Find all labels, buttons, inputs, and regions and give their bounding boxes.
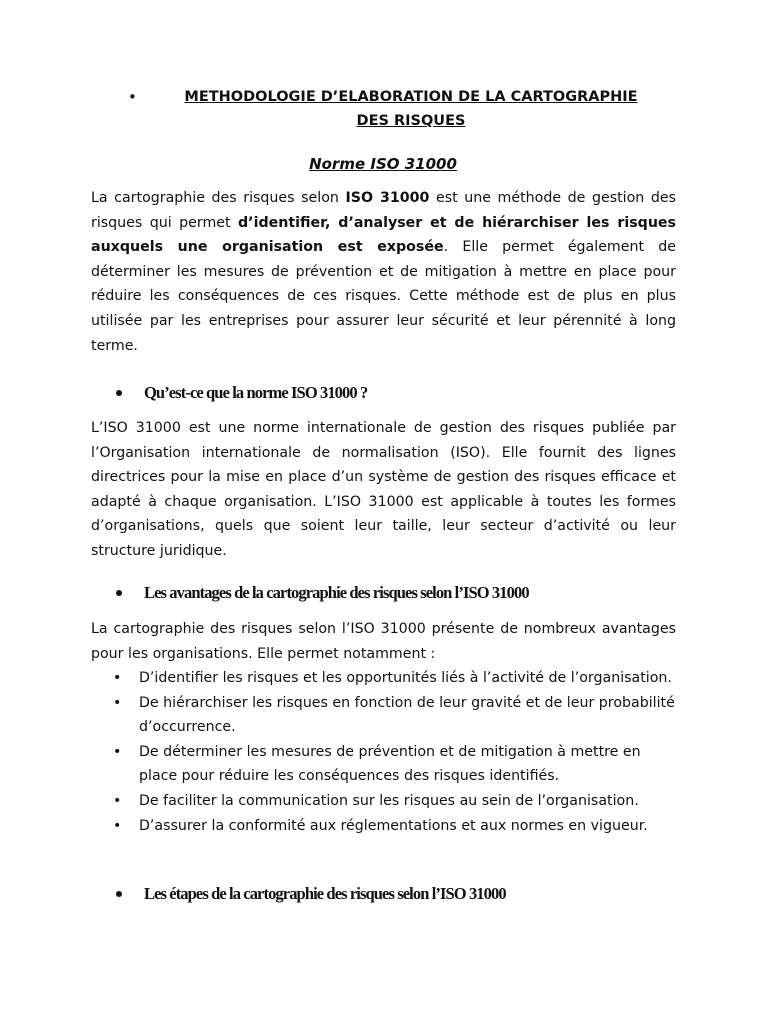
intro-bold-1: ISO 31000 <box>345 190 430 206</box>
bullet-icon <box>116 891 122 897</box>
bullet-icon <box>116 390 122 396</box>
intro-text-1: La cartographie des risques selon <box>91 190 346 206</box>
intro-bold-2: d’identifier, d’analyser et de hiérarchiser les risques auxquels une organisation est exposée <box>91 214 677 256</box>
title-line-1: METHODOLOGIE D’ELABORATION DE LA CARTOGRAPHIE <box>184 89 638 105</box>
section-heading-etapes <box>110 884 710 904</box>
intro-paragraph <box>91 186 676 358</box>
bullet-icon <box>116 590 122 596</box>
list-item: • De déterminer les mesures de prévention et de mitigation à mettre en place pour réduire les conséquences des risques identifiés. <box>91 740 676 789</box>
section-heading-text: Les avantages de la cartographie des risques selon l’ISO 31000 <box>144 583 529 602</box>
list-item: • De hiérarchiser les risques en fonction de leur gravité et de leur probabilité d’occurrence. <box>91 691 676 740</box>
section-heading-text: Qu’est-ce que la norme ISO 31000 ? <box>144 383 368 402</box>
title-text <box>154 85 668 133</box>
avantages-paragraph: La cartographie des risques selon l’ISO 31000 présente de nombreux avantages pour les organisations. Elle permet notamment : <box>91 621 676 662</box>
section-heading-iso <box>110 383 710 403</box>
intro-text-2: est une méthode de gestion des risques qui permet <box>91 190 676 231</box>
title-line-2: DES RISQUES <box>356 113 466 129</box>
iso-paragraph: L’ISO 31000 est une norme internationale de gestion des risques publiée par l’Organisation internationale de normalisation (ISO). Elle fournit des lignes directrices pour la mise en place d’un système de gestion des risques efficace et adapté à chaque organisation. L’ISO 31000 est applicable à toutes les formes d’organisations, quels que soient leur taille, leur secteur d’activité ou leur structure juridique. <box>91 420 676 559</box>
list-item: • D’identifier les risques et les opportunités liés à l’activité de l’organisation. <box>91 666 676 691</box>
intro-text-3: . Elle permet également de déterminer les mesures de prévention et de mitigation à mettre en place pour réduire les conséquences de ces risques. Cette méthode est de plus en plus utilisée par les entreprises pour assurer leur sécurité et leur pérennité à long terme. <box>91 239 676 354</box>
document-subtitle: Norme ISO 31000 <box>309 155 457 173</box>
list-item: • D’assurer la conformité aux réglementations et aux normes en vigueur. <box>91 814 676 839</box>
title-bullet: • <box>128 88 137 106</box>
list-item: • De faciliter la communication sur les risques au sein de l’organisation. <box>91 789 676 814</box>
section-heading-avantages <box>110 583 710 603</box>
section-heading-text: Les étapes de la cartographie des risques selon l’ISO 31000 <box>144 884 506 903</box>
document-title <box>128 85 668 133</box>
avantages-list <box>91 666 676 838</box>
